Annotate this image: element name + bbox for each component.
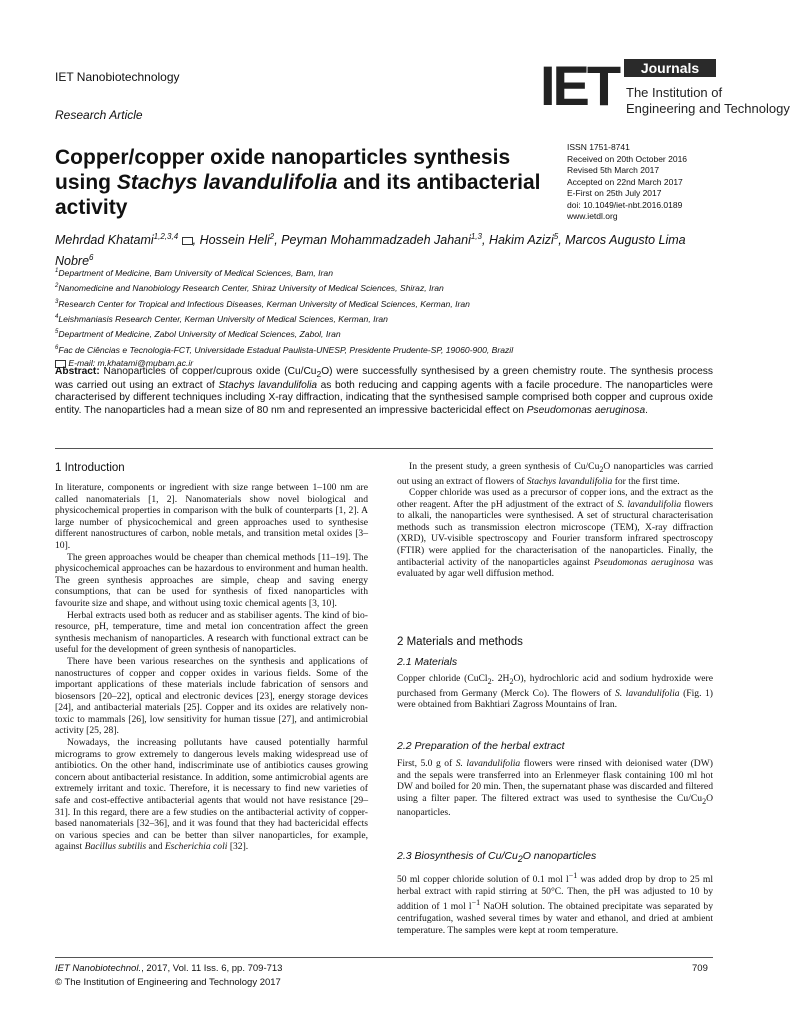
materials-body: Copper chloride (CuCl$_2$. $2H_2O$), hydrochloric acid and sodium hydroxide were purchased from Germany (Merck Co). The flowers of S. lavandulifolia (Fig. 1) were obtained from Bakhtiari Zagross Mountains of Iran. <box>397 673 713 711</box>
received-date: Received on 20th October 2016 <box>567 153 688 164</box>
issn: ISSN 1751-8741 <box>567 142 630 152</box>
paragraph: Nowadays, the increasing pollutants have caused potentially harmful micrograms to grow extremely to dangerous levels making widespread use of antibiotics. On the other hand, indiscriminate use of antibiotics causes growing concern about antibacterial resistance. In addition, some antimicrobial agents are extremely irritant and toxic. Therefore, it is necessary to find new varieties of safe and cost-effective antibacterial agents that would not have resistance [29–31]. In this regard, there are a few studies on the antibacterial activity of copper-based nanomaterials [32–36], and it was found that they had bactericidal effects on various species and can be better than silver nanoparticles, for example, against Bacillus subtilis and Escherichia coli [32]. <box>55 737 368 853</box>
site-url[interactable]: www.ietdl.org <box>567 211 618 221</box>
herbal-extract-body: First, 5.0 g of S. lavandulifolia flowers were rinsed with deionised water (DW) and the sepals were transferred into an Erlenmeyer flask containing 100 ml hot DW and boiled for 20 min. Then, the supernatant phase was discarded and filtered using a filter paper. The filtered extract was used to synthesise the $Cu/Cu_2O$ nanoparticles. <box>397 758 713 819</box>
efirst-date: E-First on 25th July 2017 <box>567 188 662 198</box>
subsection-heading-herbal-extract: 2.2 Preparation of the herbal extract <box>397 740 565 752</box>
affiliation-6: $^6$Fac de Ciências e Tecnologia-FCT, Universidade Estadual Paulista-UNESP, Presidente Prudente-SP, 19060-900, Brazil <box>55 344 514 355</box>
paragraph: There have been various researches on the synthesis and applications of nanostructures of copper and copper oxides in various fields. Some of the important applications of these materials include fabrication of sensors and biosensors [20–22], optical and electronic devices [23], energy storage devices [24], and antibacterial materials [25]. Copper and its oxides are relatively non-toxic to mammals [26], low sensitivity for human tissue [27], and antimicrobial activity [25, 28]. <box>55 655 368 737</box>
logo-letters: IET <box>540 54 619 117</box>
introduction-body <box>55 482 368 853</box>
envelope-icon <box>182 237 193 245</box>
logo-line2: Engineering and Technology <box>626 101 790 116</box>
paragraph: In the present study, a green synthesis of $Cu/Cu_2O$ nanoparticles was carried out using an extract of flowers of Stachys lavandulifolia for the first time. <box>397 461 713 487</box>
footer-divider <box>55 957 713 958</box>
affiliations <box>55 265 735 371</box>
article-meta <box>567 142 747 223</box>
divider <box>55 448 713 449</box>
affiliation-1: $^1$Department of Medicine, Bam University of Medical Sciences, Bam, Iran <box>55 267 333 278</box>
iet-logo <box>540 54 790 120</box>
paper-title: Copper/copper oxide nanoparticles synthesis using Stachys lavandulifolia and its antibacterial activity <box>55 146 541 219</box>
corresponding-email[interactable]: E-mail: m.khatami@mubam.ac.ir <box>55 357 735 371</box>
affiliation-3: $^3$Research Center for Tropical and Infectious Diseases, Kerman University of Medical Sciences, Kerman, Iran <box>55 298 470 309</box>
footer-citation: IET Nanobiotechnol., 2017, Vol. 11 Iss. 6, pp. 709-713 <box>55 963 283 974</box>
introduction-continued <box>397 461 713 580</box>
paragraph: Copper chloride was used as a precursor of copper ions, and the extract as the other reagent. After the pH adjustment of the extract of S. lavandulifolia flowers to alkali, the nanoparticles were synthesised. A set of structural characterisation methods such as transmission electron microscope (TEM), X-ray diffraction (XRD), UV-visible spectroscopy and Fourier transform infrared spectroscopy (FTIR) were applied for the characterisation of the nanoparticles. Finally, the antibacterial activity of the nanoparticles against Pseudomonas aeruginosa was evaluated by agar well diffusion method. <box>397 487 713 580</box>
subsection-heading-biosynthesis: 2.3 Biosynthesis of $Cu/Cu_2O$ nanoparticles <box>397 850 597 865</box>
affiliation-4: $^4$Leishmaniasis Research Center, Kerman University of Medical Sciences, Kerman, Iran <box>55 313 388 324</box>
section-heading-methods: 2 Materials and methods <box>397 636 523 648</box>
footer-copyright: © The Institution of Engineering and Technology 2017 <box>55 977 281 988</box>
paragraph: The green approaches would be cheaper than chemical methods [11–19]. The physicochemical approaches can be hazardous to environment and human health. The green synthesis approaches are simple, cheap and saving energy consumptions, that can be used for synthesis of fixed nanoparticles with favourite size and shape, and without using toxic chemical agents [3, 10]. <box>55 551 368 609</box>
page-number: 709 <box>692 963 708 974</box>
logo-line1: The Institution of <box>626 85 723 100</box>
subsection-heading-materials: 2.1 Materials <box>397 656 458 668</box>
logo-journals: Journals <box>624 59 716 77</box>
biosynthesis-body: 50 ml copper chloride solution of 0.1 mol $l^{-1}$ was added drop by drop to 25 ml herbal extract with rapid stirring at 50°C. Then, the pH was adjusted to 10 by addition of 1 mol $l^{-1}$ NaOH solution. The obtained precipitate was separated by centrifugation, washed several times by water and ethanol, and dried at ambient temperature. The samples were kept at room temperature. <box>397 871 714 936</box>
revised-date: Revised 5th March 2017 <box>567 165 660 175</box>
article-type: Research Article <box>55 108 143 122</box>
section-heading-introduction: 1 Introduction <box>55 462 125 474</box>
affiliation-2: $^2$Nanomedicine and Nanobiology Research Center, Shiraz University of Medical Sciences, Shiraz, Iran <box>55 283 444 294</box>
paragraph: In literature, components or ingredient with size range between 1–100 nm are called nanomaterials [1, 2]. Nanomaterials show novel biological and physicochemical properties in comparison with the bulk of counterparts [1, 2]. A large number of physicochemical and green approaches used to synthesise different nanostructures of carbon, noble metals, and transition metal oxides [3–10]. <box>55 482 368 551</box>
journal-name: IET Nanobiotechnology <box>55 70 180 84</box>
accepted-date: Accepted on 22nd March 2017 <box>567 176 683 187</box>
author-list: Mehrdad Khatami$^{1,2,3,4}$ , Hossein Heli$^2$, Peyman Mohammadzadeh Jahani$^{1,3}$, Hakim Azizi$^5$, Marcos Augusto Lima Nobre$^6$ <box>55 232 686 269</box>
paragraph: Herbal extracts used both as reducer and as stabiliser agents. The kind of bio-resource, pH, temperature, time and metal ion concentration affect the green synthesis mechanism of nanoparticles. A research with functional extract can be useful for the development of green synthesis of nanoparticles. <box>55 609 368 656</box>
abstract: Abstract: Nanoparticles of copper/cuprous oxide $(Cu/Cu_2O)$ were successfully synthesised by a green chemistry route. The synthesis process was carried out using an extract of Stachys lavandulifolia as both reducing and capping agents with a facile procedure. The nanoparticles were characterised by different techniques including X-ray diffraction, indicating that the synthesised sample comprised both copper and cuprous oxide entity. The nanoparticles had a mean size of 80 nm and represented an impressive bactericidal effect on Pseudomonas aeruginosa. <box>55 366 713 416</box>
affiliation-5: $^5$Department of Medicine, Zabol University of Medical Sciences, Zabol, Iran <box>55 329 341 340</box>
doi[interactable]: doi: 10.1049/iet-nbt.2016.0189 <box>567 199 683 210</box>
